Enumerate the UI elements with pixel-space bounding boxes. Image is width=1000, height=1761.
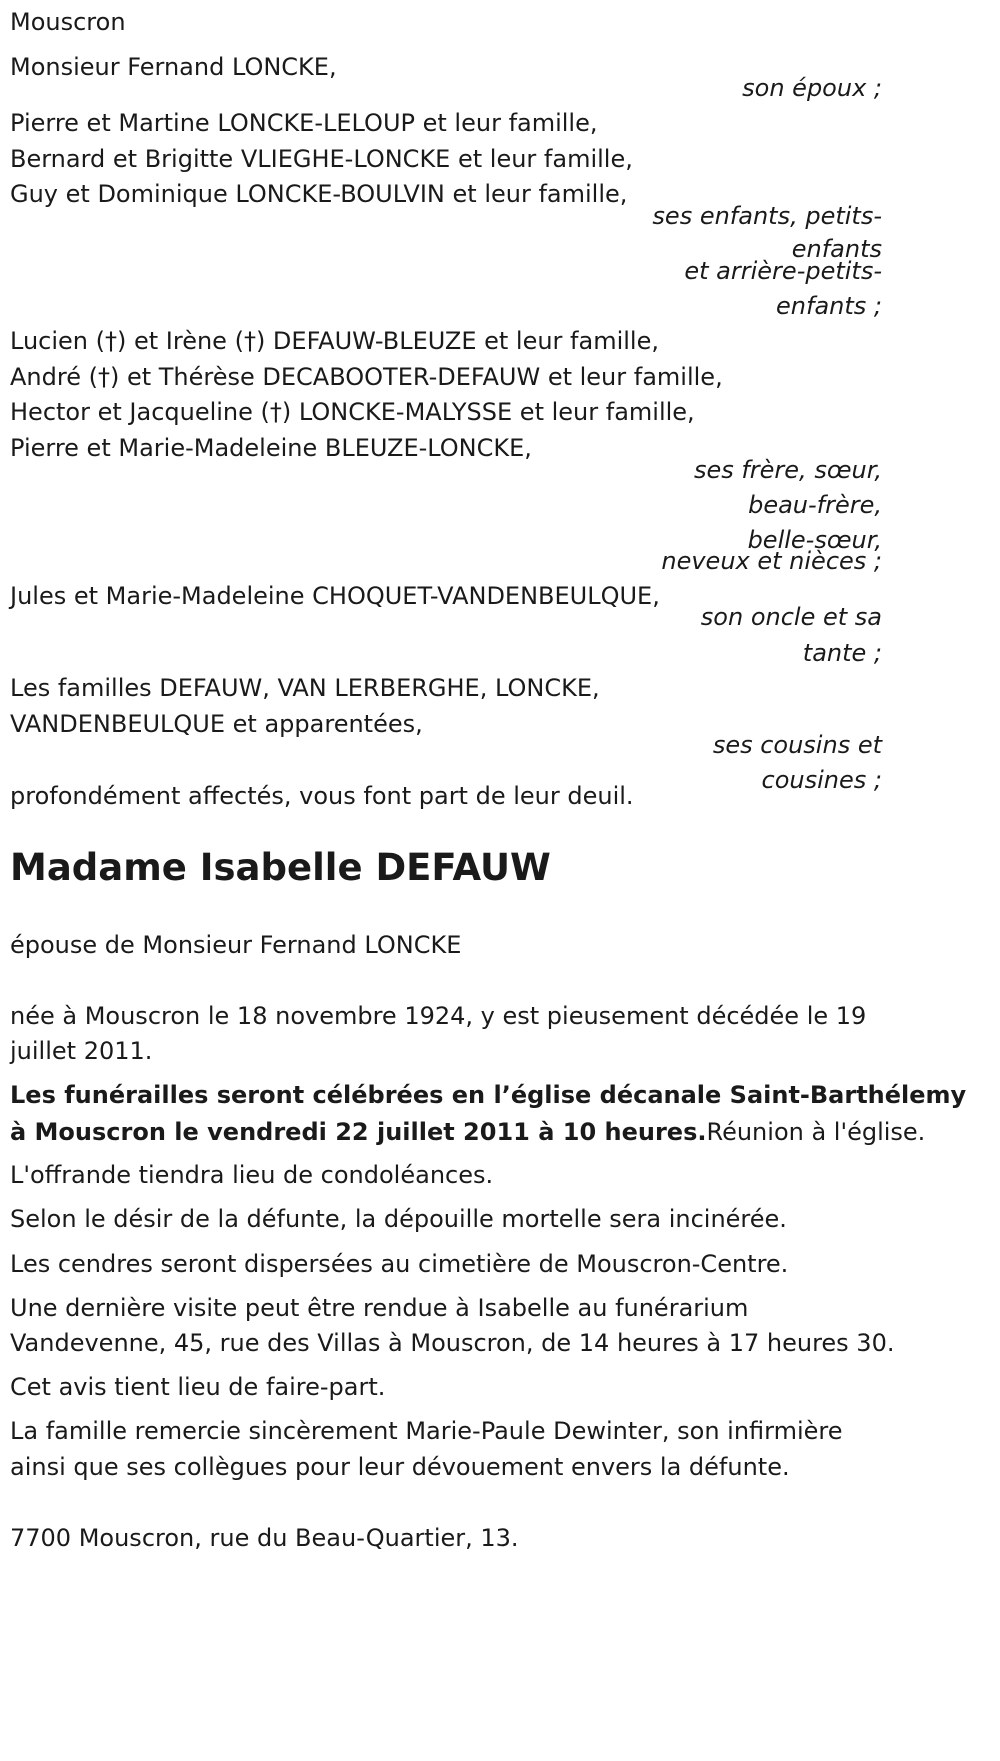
cousins-line: VANDENBEULQUE et apparentées, xyxy=(10,710,423,738)
cousins-line: Les familles DEFAUW, VAN LERBERGHE, LONCKE, xyxy=(10,674,600,702)
birth-line: juillet 2011. xyxy=(10,1037,153,1065)
sibling-line: André (†) et Thérèse DECABOOTER-DEFAUW et leur famille, xyxy=(10,363,723,391)
cousins-relation-line: ses cousins et xyxy=(712,731,882,759)
notice-line: Cet avis tient lieu de faire-part. xyxy=(10,1373,386,1401)
siblings-relation-line: belle-sœur, xyxy=(747,526,882,554)
siblings-relation-line: ses frère, sœur, xyxy=(693,456,882,484)
closing-line: profondément affectés, vous font part de leur deuil. xyxy=(10,782,634,810)
funeral-meeting: Réunion à l'église. xyxy=(706,1118,926,1146)
sibling-line: Hector et Jacqueline (†) LONCKE-MALYSSE et leur famille, xyxy=(10,398,695,426)
deceased-name: Madame Isabelle DEFAUW xyxy=(10,846,551,889)
ashes-note: Les cendres seront dispersées au cimetière de Mouscron-Centre. xyxy=(10,1250,789,1278)
children-relation-line: ses enfants, petits- xyxy=(652,202,882,230)
funeral-line xyxy=(10,1112,925,1152)
funeral-line: Les funérailles seront célébrées en l’église décanale Saint-Barthélemy xyxy=(10,1081,967,1109)
spouse-of-line: épouse de Monsieur Fernand LONCKE xyxy=(10,931,462,959)
visit-line: Une dernière visite peut être rendue à Isabelle au funérarium xyxy=(10,1294,749,1322)
cousins-relation-line: cousines ; xyxy=(761,766,882,794)
sibling-line: Lucien (†) et Irène (†) DEFAUW-BLEUZE et leur famille, xyxy=(10,327,659,355)
visit-line: Vandevenne, 45, rue des Villas à Mouscron, de 14 heures à 17 heures 30. xyxy=(10,1329,895,1357)
children-line: Guy et Dominique LONCKE-BOULVIN et leur famille, xyxy=(10,180,628,208)
uncle-name: Jules et Marie-Madeleine CHOQUET-VANDENBEULQUE, xyxy=(10,582,660,610)
children-line: Bernard et Brigitte VLIEGHE-LONCKE et leur famille, xyxy=(10,145,633,173)
offering-note: L'offrande tiendra lieu de condoléances. xyxy=(10,1161,494,1189)
siblings-relation-line: neveux et nièces ; xyxy=(661,547,882,575)
spouse-relation: son époux ; xyxy=(742,74,882,102)
children-relation-line: enfants ; xyxy=(776,292,882,320)
children-relation-line: enfants xyxy=(791,235,882,263)
siblings-relation-line: beau-frère, xyxy=(748,491,882,519)
cremation-note: Selon le désir de la défunte, la dépouille mortelle sera incinérée. xyxy=(10,1205,787,1233)
funeral-date: à Mouscron le vendredi 22 juillet 2011 à 10 heures. xyxy=(10,1118,707,1146)
birth-line: née à Mouscron le 18 novembre 1924, y est pieusement décédée le 19 xyxy=(10,1002,867,1030)
spouse-name: Monsieur Fernand LONCKE, xyxy=(10,53,337,81)
children-relation-line: et arrière-petits- xyxy=(684,257,882,285)
uncle-relation-line: son oncle et sa xyxy=(700,603,882,631)
thanks-line: La famille remercie sincèrement Marie-Paule Dewinter, son infirmière xyxy=(10,1417,843,1445)
sibling-line: Pierre et Marie-Madeleine BLEUZE-LONCKE, xyxy=(10,434,532,462)
children-line: Pierre et Martine LONCKE-LELOUP et leur famille, xyxy=(10,109,598,137)
uncle-relation-line: tante ; xyxy=(802,639,882,667)
thanks-line: ainsi que ses collègues pour leur dévouement envers la défunte. xyxy=(10,1453,790,1481)
city-heading: Mouscron xyxy=(10,8,126,36)
address-line: 7700 Mouscron, rue du Beau-Quartier, 13. xyxy=(10,1524,519,1552)
